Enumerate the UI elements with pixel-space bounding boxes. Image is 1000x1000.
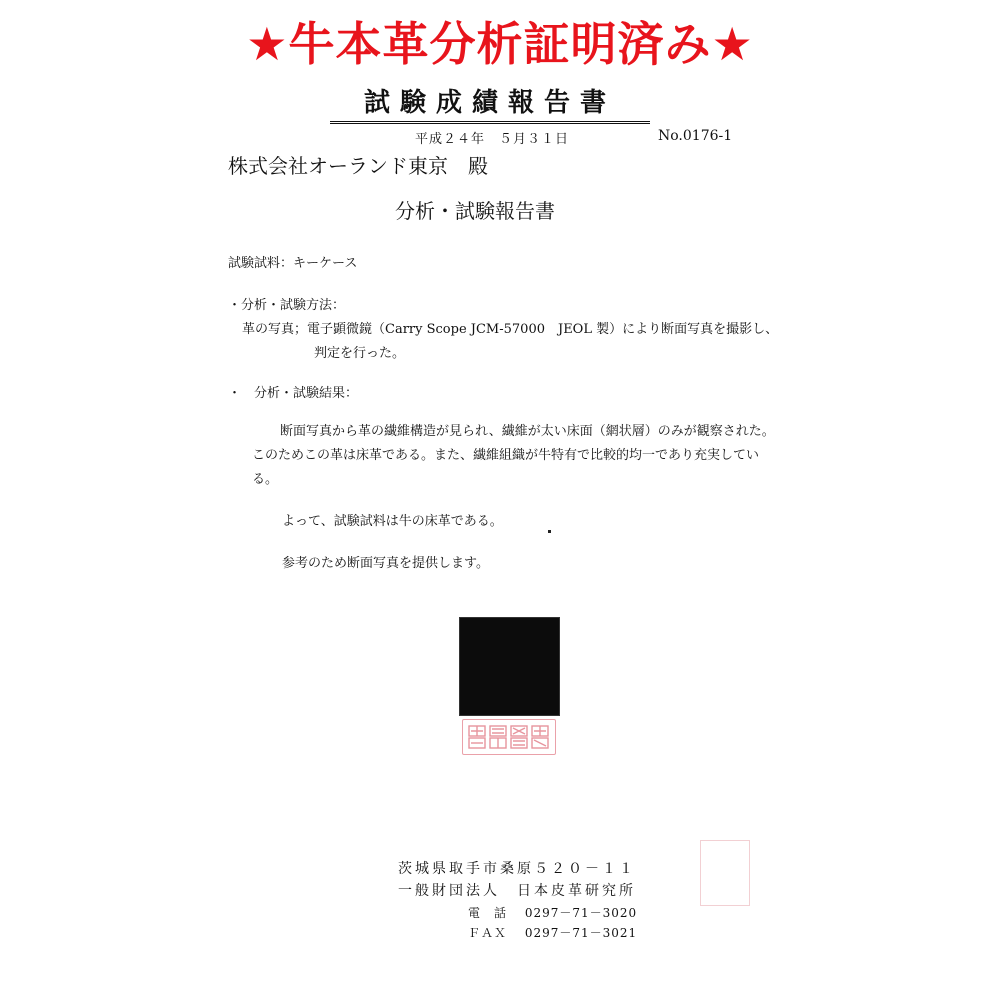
institute-seal (462, 719, 556, 755)
addressee: 株式会社オーランド東京 殿 (228, 154, 488, 178)
results-conclusion: よって、試験試料は牛の床革である。 (282, 514, 503, 529)
promo-banner: ★牛本革分析証明済み★ (246, 17, 754, 71)
sample-label: 試験試料：キーケース (228, 256, 358, 271)
method-line-1: 革の写真；電子顕微鏡（Carry Scope JCM-57000 JEOL 製）により断面写真を撮影し、 (242, 322, 779, 337)
method-heading: ・分析・試験方法： (228, 298, 346, 313)
document-number: No.0176-1 (658, 128, 733, 144)
faded-stamp (700, 840, 750, 906)
report-title: 試験成績報告書 (330, 82, 650, 124)
report-subtitle: 分析・試験報告書 (395, 199, 555, 223)
footer-phone: 電 話 0297－71－3020 (468, 906, 638, 920)
footer-organization: 一般財団法人 日本皮革研究所 (398, 883, 636, 899)
stray-mark (548, 530, 551, 533)
results-heading: ・ 分析・試験結果： (228, 386, 359, 401)
results-paragraph: 断面写真から革の繊維構造が見られ、繊維が太い床面（網状層）のみが観察された。このためこの革は床革である。また、繊維組織が牛特有で比較的均一であり充実している。 (252, 424, 775, 487)
footer-address: 茨城県取手市桑原５２０－１１ (398, 861, 636, 877)
footer-fax: ＦＡＸ 0297－71－3021 (468, 926, 638, 940)
cross-section-photo (459, 617, 560, 716)
method-line-2: 判定を行った。 (314, 346, 406, 361)
report-date: 平成２４年 ５月３１日 (415, 132, 570, 147)
results-note: 参考のため断面写真を提供します。 (282, 556, 489, 571)
seal-icon (466, 723, 552, 751)
